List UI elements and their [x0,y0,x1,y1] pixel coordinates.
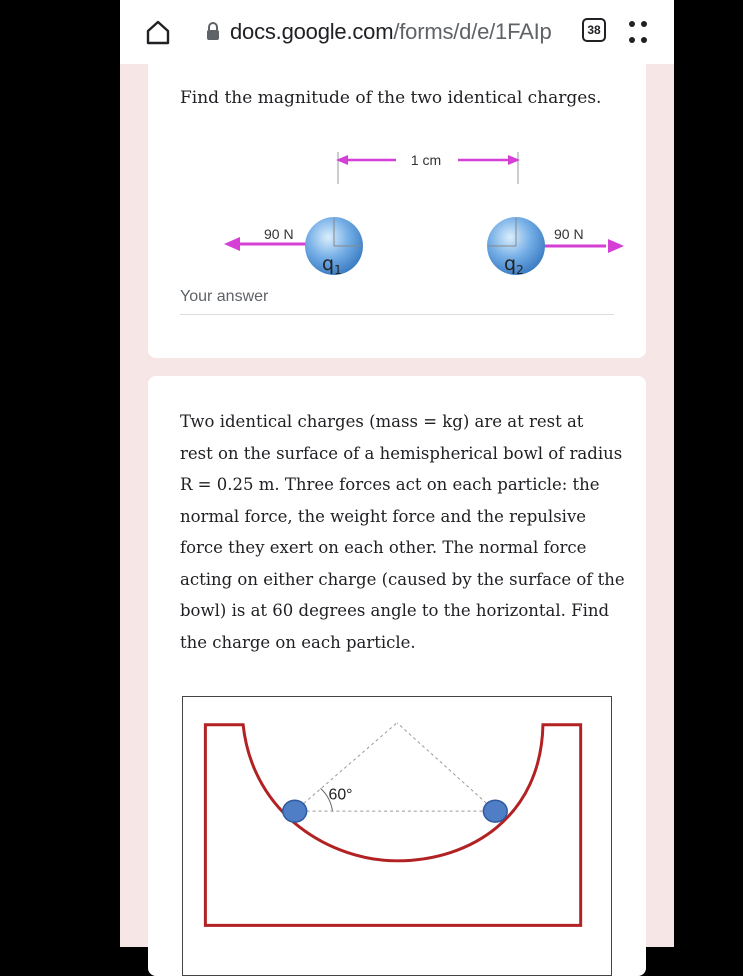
two-charges-figure [196,146,616,277]
address-bar[interactable] [206,14,566,50]
force-label-right: 90 N [554,226,584,242]
charge-label-2: $q_2$ [504,253,524,277]
bowl-outline [205,725,580,926]
url-path: /forms/d/e/1FAIp [393,19,552,44]
force-arrowhead-right [608,239,624,253]
particle-left [283,800,307,822]
lock-icon [206,22,220,40]
left-black-border [0,0,120,947]
question-2-line: the charge on each particle. [180,632,416,652]
particle-right [483,800,507,822]
charge-label-1: $q_1$ [322,253,342,277]
answer-input-underline[interactable] [180,314,614,315]
question-title: Find the magnitude of the two identical charges. [180,88,602,108]
question-2-line: force they exert on each other. The normal force [180,538,587,557]
question-2-line: acting on either charge (caused by the surface of the [180,569,625,589]
bowl-figure [182,696,612,976]
answer-input-placeholder[interactable]: Your answer [180,288,269,305]
force-arrowhead-left [224,237,240,251]
question-2-line: rest on the surface of a hemispherical bowl of radius [180,443,623,463]
question-2-line: R = 0.25 m. Three forces act on each particle: the [180,475,600,494]
overflow-menu-icon[interactable] [628,18,648,46]
question-2-line: bowl) is at 60 degrees angle to the horizontal. Find [180,601,610,620]
question-2-text [180,406,625,658]
question-card-1 [148,36,646,358]
right-black-border [674,0,743,947]
browser-toolbar [120,0,674,64]
url-text [230,19,552,45]
distance-label: 1 cm [410,152,442,168]
angle-label: 60° [328,786,353,804]
force-label-left: 90 N [264,226,294,242]
radius-line-right [397,723,495,811]
question-2-line: normal force, the weight force and the repulsive [180,506,587,526]
question-2-line: Two identical charges (mass = kg) are at rest at [180,412,584,431]
phone-screen [120,0,674,947]
question-card-2 [148,376,646,976]
tab-switcher-button[interactable]: 38 [582,18,606,42]
home-icon[interactable] [144,18,172,46]
url-host: docs.google.com [230,19,394,44]
